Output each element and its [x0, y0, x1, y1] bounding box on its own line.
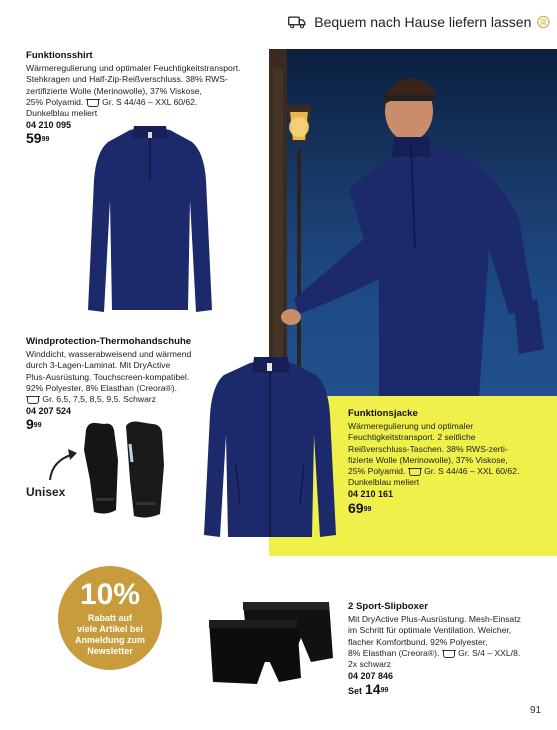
runner-illustration [269, 49, 557, 398]
product-size-line: 8% Elasthan (Creora®). Gr. S/4 – XXL/8. [348, 647, 521, 658]
product-desc-line: Feuchtigkeitstransport. 2 seitliche [348, 432, 476, 443]
product-desc-line: 92% Polyester, 8% Elasthan (Creora®). [26, 382, 178, 393]
article-number: 04 210 161 [348, 489, 394, 500]
shirt-image [82, 120, 217, 320]
article-number: 04 210 095 [26, 120, 72, 131]
product-desc-line: zertifizierte Wolle (Merinowolle), 37% Viskose, [26, 85, 202, 96]
header [288, 9, 550, 35]
price: $59^{99}$ [26, 130, 50, 147]
jacket-image [200, 355, 340, 545]
product-title: 2 Sport-Slipboxer [348, 601, 428, 612]
price: Set $14^{99}$ [348, 681, 389, 698]
product-desc-line: Stehkragen und Half-Zip-Reißverschluss. 38% RWS- [26, 74, 228, 85]
product-desc-line: Plus-Ausrüstung. Touchscreen-kompatibel. [26, 371, 190, 382]
product-desc-line: Reißverschluss-Taschen. 38% RWS-zerti- [348, 443, 508, 454]
product-title: Funktionsshirt [26, 50, 93, 61]
unisex-badge: Unisex [26, 485, 66, 499]
product-desc-line: fizierte Wolle (Merinowolle), 37% Viskose, [348, 454, 508, 465]
boxer-image [205, 598, 335, 690]
gloves-image [82, 420, 172, 520]
product-color: 2x schwarz [348, 659, 391, 670]
washing-icon [443, 650, 455, 658]
product-desc-line: Wärmeregulierung und optimaler [348, 421, 474, 432]
product-desc-line: Mit DryActive Plus-Ausrüstung. Mesh-Einsatz [348, 614, 521, 625]
price: $69^{99}$ [348, 499, 372, 516]
tchibo-logo [537, 13, 550, 31]
product-desc-line: flacher Komfortbund. 92% Polyester, [348, 636, 488, 647]
product-desc-line: Wärmeregulierung und optimaler Feuchtigkeitstransport. [26, 63, 241, 74]
article-number: 04 207 524 [26, 406, 72, 417]
washing-icon [409, 468, 421, 476]
product-slipboxer [348, 601, 553, 698]
page-number: 91 [530, 705, 542, 716]
price: $9^{99}$ [26, 416, 42, 433]
article-number: 04 207 846 [348, 671, 394, 682]
arrow-icon [44, 446, 84, 482]
product-color: Dunkelblau meliert [26, 108, 98, 119]
washing-icon [87, 99, 99, 107]
product-desc-line: durch 3-Lagen-Laminat. Mit DryActive [26, 360, 171, 371]
promo-text: Rabatt auf viele Artikel bei Anmeldung zum Newsletter [75, 613, 145, 656]
delivery-slogan: Bequem nach Hause liefern lassen [314, 14, 532, 30]
product-funktionsjacke [348, 408, 553, 514]
truck-icon [288, 13, 306, 31]
product-title: Windprotection-Thermohandschuhe [26, 336, 192, 347]
product-size-line: 25% Polyamid. Gr. S 44/46 – XXL 60/62. [26, 96, 198, 107]
product-color: Dunkelblau meliert [348, 477, 420, 488]
promo-percent: 10% [79, 578, 141, 611]
hero-photo [269, 49, 557, 398]
washing-icon [27, 396, 39, 404]
product-size-line: 25% Polyamid. Gr. S 44/46 – XXL 60/62. [348, 466, 520, 477]
product-desc-line: im Schritt für optimale Ventilation. Weicher, [348, 625, 512, 636]
product-title: Funktionsjacke [348, 408, 418, 419]
product-size-line: Gr. 6,5, 7,5, 8,5, 9,5. Schwarz [26, 394, 266, 405]
product-desc-line: Winddicht, wasserabweisend und wärmend [26, 349, 192, 360]
newsletter-promo-badge[interactable] [58, 566, 162, 670]
